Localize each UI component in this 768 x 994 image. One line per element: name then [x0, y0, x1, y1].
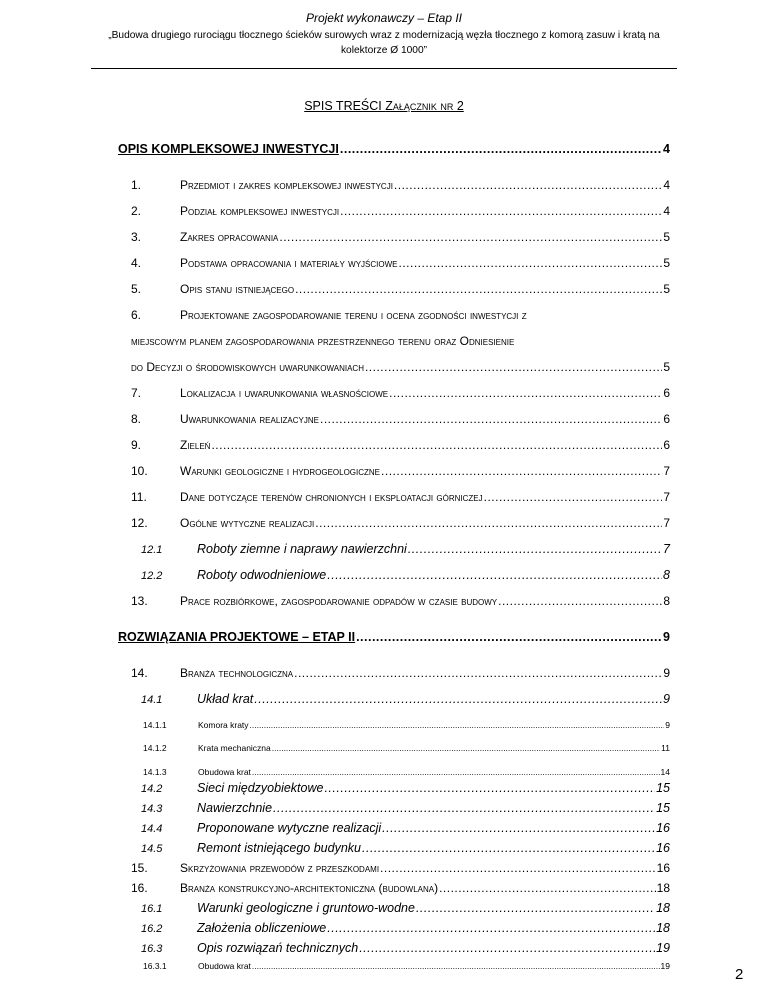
toc-entry[interactable]: [131, 594, 670, 608]
toc-entry-number: 16.1: [141, 903, 163, 915]
toc-heading-attachment: Załącznik nr 2: [385, 99, 464, 113]
toc-subentry[interactable]: [141, 821, 670, 835]
toc-entry-number: 14.1.2: [143, 743, 167, 753]
toc-subentry[interactable]: [141, 901, 670, 915]
toc-entry-number: 9.: [131, 438, 142, 452]
toc-entry[interactable]: [131, 412, 670, 426]
toc-entry-text: Opis stanu istniejącego: [180, 282, 295, 296]
toc-entry-text: Sieci międzyobiektowe: [197, 781, 324, 795]
toc-entry-page: 5: [663, 230, 670, 244]
toc-leader: [394, 178, 662, 192]
toc-entry[interactable]: [131, 516, 670, 530]
toc-entry-number: 14.2: [141, 783, 163, 795]
toc-entry-page: 4: [663, 204, 670, 218]
toc-leader: [272, 743, 660, 753]
toc-entry-text: Komora kraty: [198, 720, 249, 730]
toc-leader: [252, 961, 660, 971]
toc-entry-text: Proponowane wytyczne realizacji: [197, 821, 382, 835]
toc-subsubentry[interactable]: [143, 743, 670, 753]
header-divider: [91, 68, 677, 69]
toc-entry[interactable]: [131, 204, 670, 218]
toc-entry[interactable]: [131, 881, 670, 895]
toc-entry-page: 16: [656, 861, 670, 875]
toc-entry-page: 6: [663, 386, 670, 400]
toc-entry-number: 6.: [131, 308, 142, 322]
toc-entry-text-line3: do Decyzji o środowiskowych uwarunkowaniach: [131, 360, 364, 374]
toc-leader: [408, 542, 662, 556]
toc-subsubentry[interactable]: [143, 767, 670, 777]
toc-entry-multiline-end[interactable]: [131, 360, 670, 374]
toc-entry[interactable]: [131, 256, 670, 270]
toc-entry-text: ROZWIĄZANIA PROJEKTOWE – ETAP II: [118, 630, 356, 644]
toc-subentry[interactable]: [141, 568, 670, 582]
toc-entry-section[interactable]: [118, 630, 670, 644]
toc-entry-text: Opis rozwiązań technicznych: [197, 941, 359, 955]
toc-heading: [0, 99, 768, 113]
toc-entry-number: 4.: [131, 256, 142, 270]
toc-entry-text: OPIS KOMPLEKSOWEJ INWESTYCJI: [118, 142, 339, 156]
toc-leader: [399, 256, 663, 270]
toc-entry-number: 16.: [131, 881, 148, 895]
toc-entry-page: 19: [660, 961, 670, 971]
toc-entry[interactable]: [131, 666, 670, 680]
toc-entry-page: 19: [656, 941, 670, 955]
toc-leader: [279, 230, 662, 244]
toc-entry-text-line2: miejscowym planem zagospodarowania przestrzennego terenu oraz Odniesienie: [131, 334, 515, 348]
toc-entry-number: 14.1.1: [143, 720, 167, 730]
toc-subentry[interactable]: [141, 542, 670, 556]
toc-entry-page: 5: [663, 282, 670, 296]
toc-entry-number: 16.3: [141, 943, 163, 955]
toc-entry-page: 18: [656, 921, 670, 935]
toc-leader: [340, 204, 662, 218]
toc-entry-number: 10.: [131, 464, 148, 478]
toc-entry-text: Uwarunkowania realizacyjne: [180, 412, 319, 426]
toc-entry-number: 8.: [131, 412, 142, 426]
toc-entry-text: Zakres opracowania: [180, 230, 279, 244]
toc-entry-section[interactable]: [118, 142, 670, 156]
toc-entry-text: Przedmiot i zakres kompleksowej inwestycji: [180, 178, 393, 192]
toc-entry-text: Podział kompleksowej inwestycji: [180, 204, 340, 218]
toc-entry[interactable]: [131, 178, 670, 192]
toc-entry-text-line1: Projektowane zagospodarowanie terenu i ocena zgodności inwestycji z: [180, 308, 527, 322]
toc-entry-number: 12.: [131, 516, 148, 530]
toc-entry-number: 12.1: [141, 544, 163, 556]
toc-leader: [211, 438, 662, 452]
toc-entry-page: 6: [663, 438, 670, 452]
toc-entry-number: 14.4: [141, 823, 163, 835]
toc-heading-main: SPIS TREŚCI: [304, 99, 386, 113]
toc-entry[interactable]: [131, 438, 670, 452]
toc-entry-page: 15: [656, 781, 670, 795]
toc-leader: [252, 767, 660, 777]
toc-leader: [324, 781, 655, 795]
toc-leader: [382, 821, 655, 835]
toc-entry-page: 9: [665, 720, 670, 730]
toc-entry-text: Branża konstrukcyjno-architektoniczna (budowlana): [180, 881, 439, 895]
toc-entry-number: 11.: [131, 490, 147, 504]
toc-entry-number: 14.5: [141, 843, 163, 855]
toc-entry-number: 14.1: [141, 694, 163, 706]
toc-entry-number: 12.2: [141, 570, 163, 582]
toc-leader: [327, 921, 655, 935]
toc-entry-number: 3.: [131, 230, 142, 244]
toc-entry-page: 11: [661, 743, 670, 753]
toc-leader: [250, 720, 665, 730]
toc-entry-page: 8: [663, 594, 670, 608]
toc-subentry[interactable]: [141, 941, 670, 955]
toc-leader: [362, 841, 655, 855]
toc-entry-number: 1.: [131, 178, 142, 192]
toc-entry-page: 4: [663, 178, 670, 192]
toc-entry-text: Nawierzchnie: [197, 801, 273, 815]
toc-entry-page: 9: [663, 666, 670, 680]
toc-entry-number: 14.1.3: [143, 767, 167, 777]
toc-entry-page: 8: [663, 568, 670, 582]
toc-entry-text: Zieleń: [180, 438, 211, 452]
toc-leader: [294, 666, 662, 680]
toc-entry-page: 7: [663, 516, 670, 530]
toc-entry[interactable]: [131, 464, 670, 478]
toc-entry-page: 9: [663, 692, 670, 706]
toc-entry-number: 14.3: [141, 803, 163, 815]
toc-leader: [315, 516, 662, 530]
toc-entry-page: 7: [663, 542, 670, 556]
toc-leader: [340, 142, 662, 156]
toc-entry-page: 5: [663, 256, 670, 270]
toc-entry-text: Krata mechaniczna: [198, 743, 271, 753]
toc-entry[interactable]: [131, 282, 670, 296]
toc-entry-text: Roboty odwodnieniowe: [197, 568, 327, 582]
toc-entry-text: Warunki geologiczne i gruntowo-wodne: [197, 901, 415, 915]
toc-entry-text: Obudowa krat: [198, 961, 251, 971]
toc-entry-page: 14: [660, 767, 670, 777]
toc-entry-text: Branża technologiczna: [180, 666, 294, 680]
toc-entry-text: Układ krat: [197, 692, 254, 706]
document-header-subtitle: „Budowa drugiego rurociągu tłocznego ścieków surowych wraz z modernizacją węzła tłocznego z komorą zasuw i kratą na kolektorze Ø 1000”: [108, 30, 660, 56]
toc-entry-page: 16: [656, 821, 670, 835]
toc-leader: [320, 412, 662, 426]
toc-entry-number: 13.: [131, 594, 148, 608]
toc-leader: [484, 490, 663, 504]
toc-entry[interactable]: [131, 490, 670, 504]
toc-entry-text: Lokalizacja i uwarunkowania własnościowe: [180, 386, 389, 400]
toc-leader: [365, 360, 662, 374]
toc-leader: [416, 901, 655, 915]
toc-subsubentry[interactable]: [143, 720, 670, 730]
toc-leader: [498, 594, 662, 608]
toc-leader: [380, 861, 656, 875]
toc-entry-page: 5: [663, 360, 670, 374]
toc-entry-page: 18: [656, 901, 670, 915]
toc-leader: [359, 941, 655, 955]
toc-entry-text: Obudowa krat: [198, 767, 251, 777]
toc-entry-text: Prace rozbiórkowe, zagospodarowanie odpadów w czasie budowy: [180, 594, 498, 608]
toc-subsubentry[interactable]: [143, 961, 670, 971]
toc-entry-text: Założenia obliczeniowe: [197, 921, 327, 935]
toc-subentry[interactable]: [141, 781, 670, 795]
toc-entry-number: 14.: [131, 666, 148, 680]
toc-leader: [381, 464, 662, 478]
toc-entry-page: 18: [656, 881, 670, 895]
toc-entry-number: 7.: [131, 386, 142, 400]
toc-entry-text: Warunki geologiczne i hydrogeologiczne: [180, 464, 381, 478]
toc-subentry[interactable]: [141, 692, 670, 706]
toc-entry-text: Ogólne wytyczne realizacji: [180, 516, 315, 530]
toc-entry-page: 6: [663, 412, 670, 426]
toc-entry-number: 2.: [131, 204, 142, 218]
toc-entry-number: 16.2: [141, 923, 163, 935]
toc-entry-page: 4: [663, 142, 670, 156]
toc-leader: [389, 386, 662, 400]
toc-entry-number: 5.: [131, 282, 142, 296]
toc-entry[interactable]: [131, 861, 670, 875]
toc-entry-page: 16: [656, 841, 670, 855]
toc-subentry[interactable]: [141, 801, 670, 815]
toc-entry-page: 9: [663, 630, 670, 644]
toc-leader: [254, 692, 662, 706]
toc-entry[interactable]: [131, 386, 670, 400]
toc-leader: [295, 282, 662, 296]
toc-entry[interactable]: [131, 230, 670, 244]
toc-entry-number: 15.: [131, 861, 148, 875]
toc-subentry[interactable]: [141, 841, 670, 855]
document-header-title: Projekt wykonawczy – Etap II: [305, 11, 463, 25]
toc-leader: [273, 801, 655, 815]
toc-leader: [356, 630, 662, 644]
toc-entry-text: Remont istniejącego budynku: [197, 841, 361, 855]
toc-leader: [439, 881, 656, 895]
toc-entry-page: 7: [663, 490, 670, 504]
toc-entry-text: Dane dotyczące terenów chronionych i eksploatacji górniczej: [180, 490, 483, 504]
toc-entry-number: 16.3.1: [143, 961, 167, 971]
toc-entry-page: 7: [663, 464, 670, 478]
page-number: 2: [735, 966, 744, 983]
toc-leader: [327, 568, 662, 582]
toc-entry-text: Roboty ziemne i naprawy nawierzchni: [197, 542, 407, 556]
toc-subentry[interactable]: [141, 921, 670, 935]
toc-entry-text: Podstawa opracowania i materiały wyjściowe: [180, 256, 398, 270]
toc-entry-text: Skrzyżowania przewodów z przeszkodami: [180, 861, 380, 875]
toc-entry-page: 15: [656, 801, 670, 815]
toc-entry-multiline[interactable]: [131, 308, 670, 322]
